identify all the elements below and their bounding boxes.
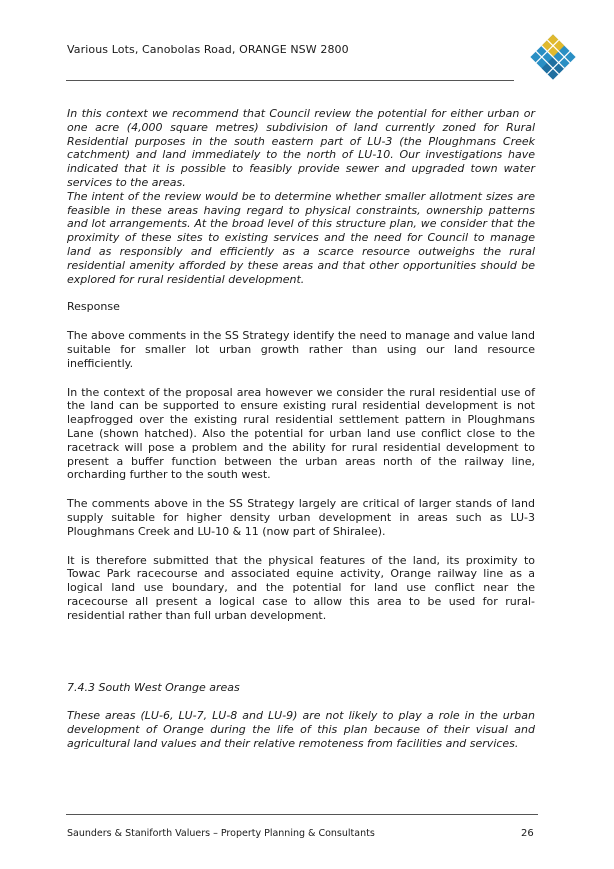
response-paragraph: It is therefore submitted that the physical features of the land, its proximity to Towac Park racecourse and associated equine activity, Orange railway line as a logical land use boundary, and the potential for land use conflict near the racecourse all present a logical case to allow this area to be used for rural-residential rather than full urban development. — [67, 553, 535, 622]
quote-paragraph: In this context we recommend that Council review the potential for either urban or one acre (4,000 square metres) subdivision of land currently zoned for Rural Residential purposes in the south eastern part of LU-3 (the Ploughmans Creek catchment) and land immediately to the north of LU-10. Our investigations have indicated that it is possible to feasibly provide sewer and upgraded town water services to the areas. — [67, 107, 535, 189]
quote-paragraph: The intent of the review would be to determine whether smaller allotment sizes are feasible in these areas having regard to physical constraints, ownership patterns and lot arrangements. At the broad level of this structure plan, we consider that the proximity of these sites to existing services and the need for Council to manage land as responsibly and efficiently as a scarce resource outweighs the rural residential amenity afforded by these areas and that other opportunities should be explored for rural residential development. — [67, 189, 535, 286]
response-paragraph: The above comments in the SS Strategy identify the need to manage and value land suitable for smaller lot urban growth rather than using our land resource inefficiently. — [67, 329, 535, 370]
response-paragraph: The comments above in the SS Strategy largely are critical of larger stands of land supply suitable for higher density urban development in areas such as LU-3 Ploughmans Creek and LU-10 & 11 (now part of Shiralee). — [67, 497, 535, 538]
header-title: Various Lots, Canobolas Road, ORANGE NSW 2800 — [67, 43, 349, 56]
diamond-logo-icon — [527, 31, 579, 83]
footer-divider — [66, 814, 538, 815]
footer-company: Saunders & Staniforth Valuers – Property Planning & Consultants — [67, 828, 375, 839]
section-heading: 7.4.3 South West Orange areas — [67, 680, 240, 694]
document-body — [67, 107, 535, 751]
section-paragraph: These areas (LU-6, LU-7, LU-8 and LU-9) are not likely to play a role in the urban development of Orange during the life of this plan because of their visual and agricultural land values and their relative remoteness from facilities and services. — [67, 709, 535, 750]
header-divider — [66, 80, 514, 81]
response-heading: Response — [67, 300, 120, 314]
page-number: 26 — [521, 828, 534, 839]
response-paragraph: In the context of the proposal area however we consider the rural residential use of the land can be supported to ensure existing rural residential development is not leapfrogged over the existing rural residential settlement pattern in Ploughmans Lane (shown hatched). Also the potential for urban land use conflict close to the racetrack will pose a problem and the ability for rural residential development to present a buffer function between the urban areas north of the railway line, orcharding further to the south west. — [67, 385, 535, 482]
